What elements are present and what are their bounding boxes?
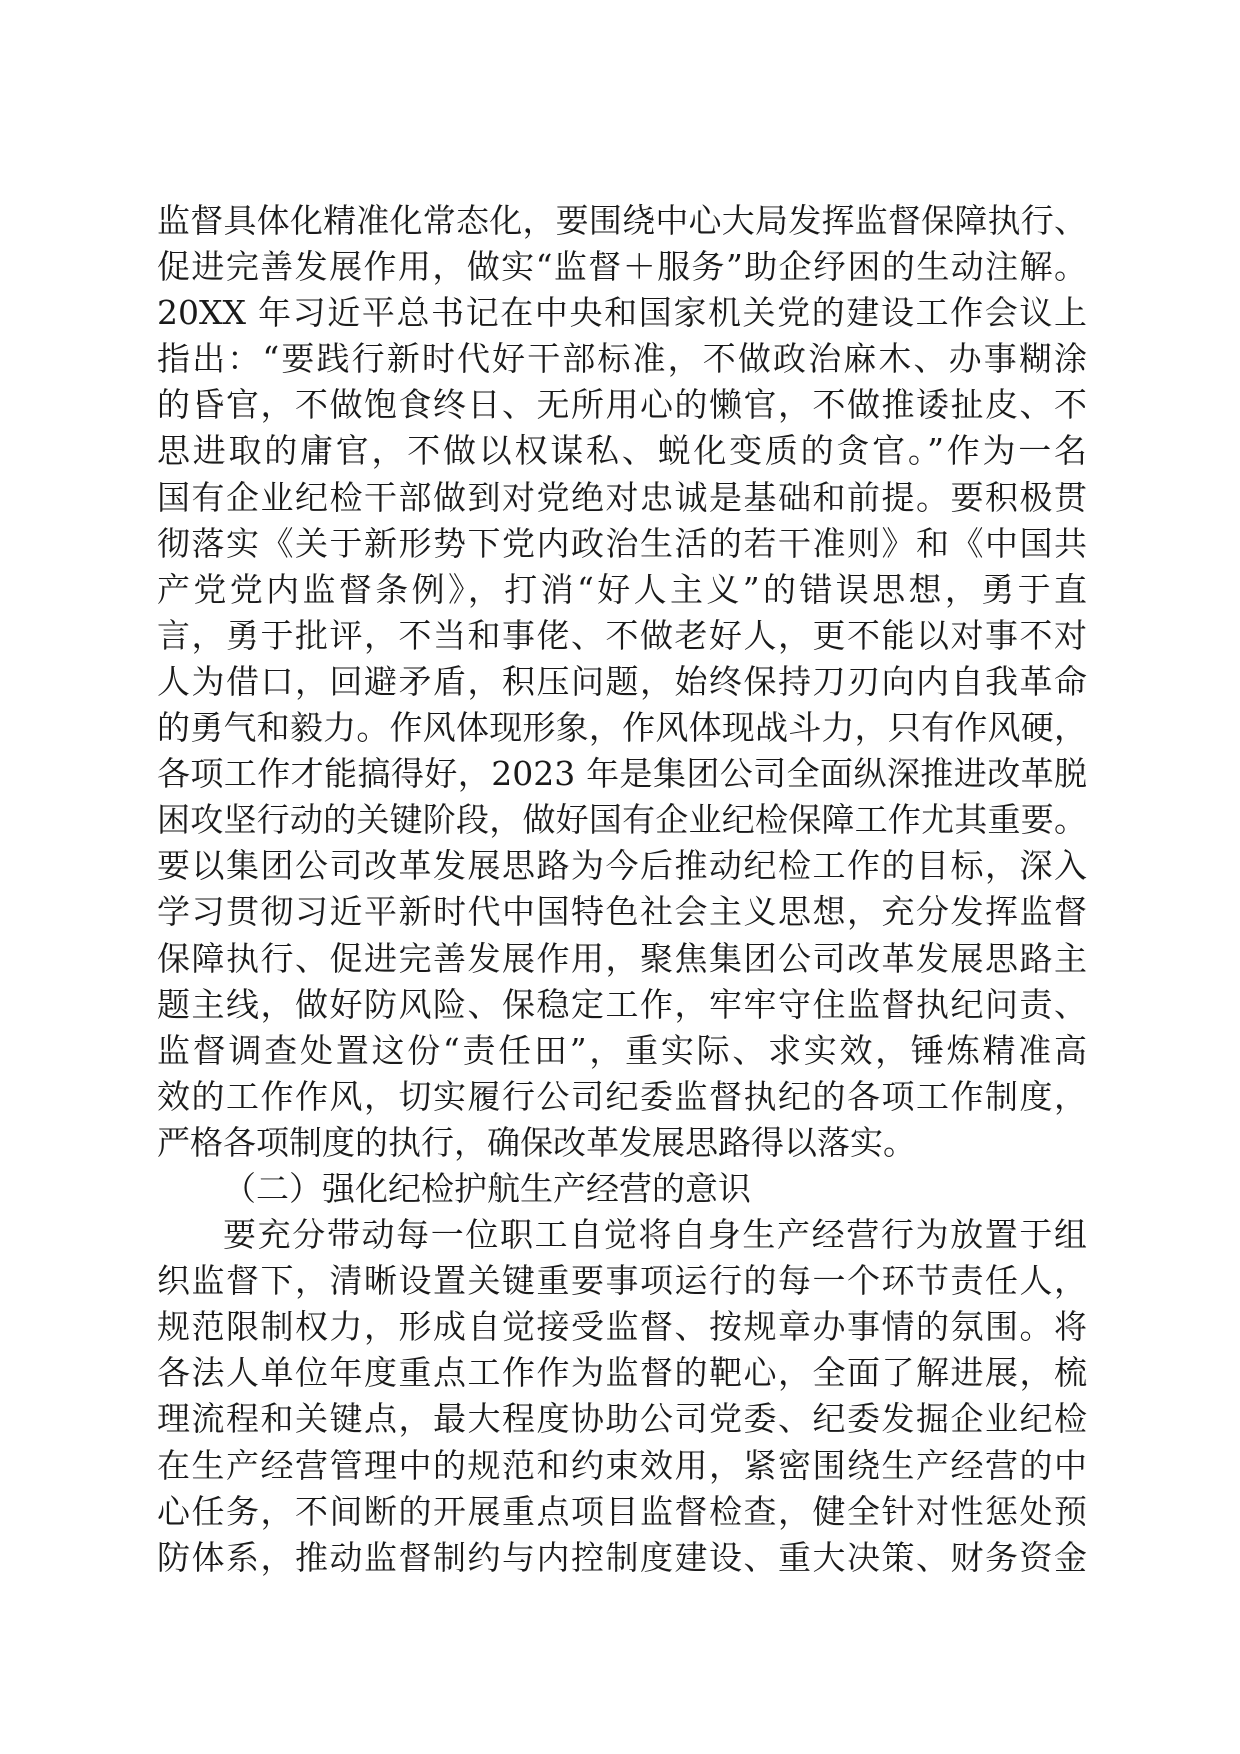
text-line: 各法人单位年度重点工作作为监督的靶心，全面了解进展，梳: [157, 1353, 1087, 1393]
text-line: 各项工作才能搞得好，2023 年是集团公司全面纵深推进改革脱: [157, 754, 1087, 794]
text-line: 在生产经营管理中的规范和约束效用，紧密围绕生产经营的中: [157, 1445, 1087, 1485]
text-line: 人为借口，回避矛盾，积压问题，始终保持刀刃向内自我革命: [157, 661, 1087, 701]
text-line: 言，勇于批评，不当和事佬、不做老好人，更不能以对事不对: [157, 615, 1087, 655]
text-line: 促进完善发展作用，做实“监督＋服务”助企纾困的生动注解。: [157, 247, 1087, 287]
text-line: 困攻坚行动的关键阶段，做好国有企业纪检保障工作尤其重要。: [157, 800, 1087, 840]
text-line: 效的工作作风，切实履行公司纪委监督执纪的各项工作制度，: [157, 1076, 1087, 1116]
document-body: [157, 198, 1087, 1581]
text-line: 心任务，不间断的开展重点项目监督检查，健全针对性惩处预: [157, 1491, 1087, 1531]
text-line: 要以集团公司改革发展思路为今后推动纪检工作的目标，深入: [157, 846, 1087, 886]
text-line: 思进取的庸官，不做以权谋私、蜕化变质的贪官。”作为一名: [157, 431, 1087, 471]
text-line: 监督调查处置这份“责任田”，重实际、求实效，锤炼精准高: [157, 1030, 1087, 1070]
text-line: 防体系，推动监督制约与内控制度建设、重大决策、财务资金: [157, 1537, 1087, 1577]
text-line: 国有企业纪检干部做到对党绝对忠诚是基础和前提。要积极贯: [157, 477, 1087, 517]
text-line: 的勇气和毅力。作风体现形象，作风体现战斗力，只有作风硬，: [157, 708, 1087, 748]
text-line: 监督具体化精准化常态化，要围绕中心大局发挥监督保障执行、: [157, 201, 1087, 240]
text-line: 20XX 年习近平总书记在中央和国家机关党的建设工作会议上: [157, 293, 1087, 333]
text-line: 彻落实《关于新形势下党内政治生活的若干准则》和《中国共: [157, 523, 1087, 563]
text-line: 的昏官，不做饱食终日、无所用心的懒官，不做推诿扯皮、不: [157, 385, 1087, 425]
text-line: 要充分带动每一位职工自觉将自身生产经营行为放置于组: [223, 1215, 1087, 1255]
text-line: 保障执行、促进完善发展作用，聚焦集团公司改革发展思路主: [157, 938, 1087, 978]
text-line: 产党党内监督条例》，打消“好人主义”的错误思想，勇于直: [157, 569, 1087, 609]
text-line: 题主线，做好防风险、保稳定工作，牢牢守住监督执纪问责、: [157, 984, 1087, 1024]
text-line: 规范限制权力，形成自觉接受监督、按规章办事情的氛围。将: [157, 1307, 1087, 1347]
text-line: 严格各项制度的执行，确保改革发展思路得以落实。: [157, 1122, 916, 1162]
text-line: 织监督下，清晰设置关键重要事项运行的每一个环节责任人，: [157, 1261, 1087, 1301]
text-line: 理流程和关键点，最大程度协助公司党委、纪委发掘企业纪检: [157, 1399, 1087, 1439]
text-line: 学习贯彻习近平新时代中国特色社会主义思想，充分发挥监督: [157, 892, 1087, 932]
section-heading: （二）强化纪检护航生产经营的意识: [223, 1168, 751, 1208]
text-line: 指出：“要践行新时代好干部标准，不做政治麻木、办事糊涂: [157, 339, 1087, 379]
